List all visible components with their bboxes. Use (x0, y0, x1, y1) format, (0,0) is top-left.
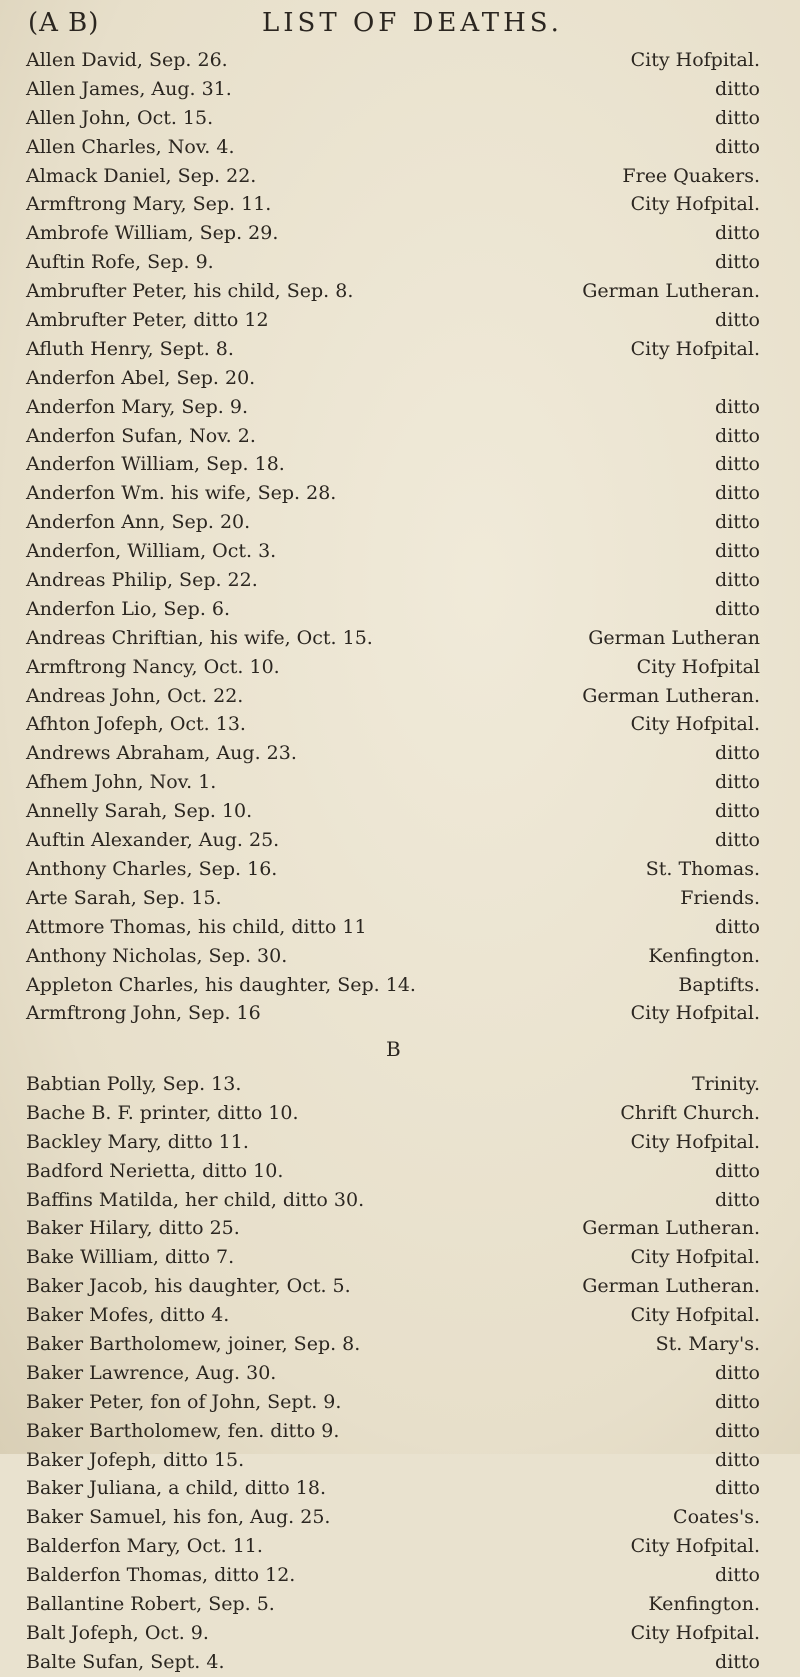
entry-name: Armftrong Mary, Sep. 11. (26, 193, 272, 216)
entry-name: Afluth Henry, Sept. 8. (26, 337, 234, 360)
entry-row (0, 595, 800, 624)
entry-burial-place: City Hofpital. (630, 1130, 760, 1153)
entry-burial-place: German Lutheran. (582, 1217, 760, 1240)
entry-name: Balderfon Mary, Oct. 11. (26, 1535, 263, 1558)
entry-name: Andreas John, Oct. 22. (26, 684, 244, 707)
entry-row (0, 913, 800, 942)
entry-burial-place: ditto (715, 1361, 760, 1384)
entry-name: Baker Jofeph, ditto 15. (26, 1448, 245, 1471)
entry-row (0, 104, 800, 133)
entry-burial-place: City Hofpital. (630, 713, 760, 736)
entry-burial-place: ditto (715, 511, 760, 534)
entry-row (0, 248, 800, 277)
page-header (0, 4, 800, 48)
entry-name: Auftin Alexander, Aug. 25. (26, 829, 280, 852)
entry-name: Baker Juliana, a child, ditto 18. (26, 1477, 326, 1500)
entry-burial-place: ditto (715, 251, 760, 274)
entry-row (0, 682, 800, 711)
entry-row (0, 768, 800, 797)
entry-row (0, 1099, 800, 1128)
entry-row (0, 739, 800, 768)
entry-name: Arte Sarah, Sep. 15. (26, 886, 222, 909)
entry-burial-place: ditto (715, 800, 760, 823)
entry-row (0, 162, 800, 191)
entry-row (0, 393, 800, 422)
entry-name: Baker Bartholomew, joiner, Sep. 8. (26, 1333, 361, 1356)
entry-row (0, 335, 800, 364)
entry-row (0, 1590, 800, 1619)
entry-name: Baker Bartholomew, fen. ditto 9. (26, 1419, 340, 1442)
entry-burial-place: ditto (715, 1477, 760, 1500)
entry-row (0, 46, 800, 75)
entry-burial-place: ditto (715, 1448, 760, 1471)
entry-name: Baker Samuel, his fon, Aug. 25. (26, 1506, 331, 1529)
entry-name: Baker Lawrence, Aug. 30. (26, 1361, 277, 1384)
entry-name: Appleton Charles, his daughter, Sep. 14. (26, 973, 416, 996)
entry-burial-place: Friends. (680, 886, 760, 909)
entry-name: Afhton Jofeph, Oct. 13. (26, 713, 246, 736)
entry-burial-place: ditto (715, 106, 760, 129)
entry-name: Annelly Sarah, Sep. 10. (26, 800, 253, 823)
entry-burial-place: ditto (715, 135, 760, 158)
entry-row (0, 364, 800, 393)
entry-burial-place: Trinity. (691, 1073, 760, 1095)
entry-row (0, 1359, 800, 1388)
entry-burial-place: ditto (715, 742, 760, 765)
entry-burial-place: ditto (715, 597, 760, 620)
entry-burial-place: ditto (715, 77, 760, 100)
entry-row (0, 1157, 800, 1186)
entry-name: Anderfon William, Sep. 18. (26, 453, 285, 476)
entry-row (0, 1474, 800, 1503)
entry-row (0, 971, 800, 1000)
entry-row (0, 942, 800, 971)
entry-name: Balte Sufan, Sept. 4. (26, 1650, 225, 1673)
entry-name: Baker Jacob, his daughter, Oct. 5. (26, 1275, 351, 1298)
entry-name: Backley Mary, ditto 11. (26, 1130, 249, 1153)
entry-row (0, 1214, 800, 1243)
entry-burial-place: ditto (715, 1564, 760, 1587)
entry-row (0, 422, 800, 451)
entry-name: Armftrong John, Sep. 16 (26, 1002, 261, 1025)
entry-burial-place: ditto (715, 1419, 760, 1442)
entry-burial-place: St. Mary's. (655, 1333, 760, 1356)
entry-burial-place: ditto (715, 915, 760, 938)
signature-mark: (A B) (28, 8, 100, 38)
entry-name: Allen Charles, Nov. 4. (26, 135, 235, 158)
page-title: LIST OF DEATHS. (262, 8, 563, 38)
entry-name: Baker Peter, fon of John, Sept. 9. (26, 1390, 342, 1413)
entry-row (0, 537, 800, 566)
entry-burial-place: ditto (715, 424, 760, 447)
entry-row (0, 479, 800, 508)
entry-burial-place: City Hofpital. (630, 1002, 760, 1025)
entry-row (0, 566, 800, 595)
entry-name: Babtian Polly, Sep. 13. (26, 1073, 242, 1095)
entry-burial-place: ditto (715, 569, 760, 592)
entry-row (0, 1128, 800, 1157)
entry-row (0, 306, 800, 335)
entry-name: Armftrong Nancy, Oct. 10. (26, 655, 280, 678)
entry-row (0, 219, 800, 248)
entry-burial-place: ditto (715, 482, 760, 505)
entry-name: Anderfon, William, Oct. 3. (26, 540, 277, 563)
entry-row (0, 1272, 800, 1301)
entry-name: Balt Jofeph, Oct. 9. (26, 1621, 209, 1644)
entry-row (0, 1243, 800, 1272)
entry-row (0, 1619, 800, 1648)
entry-burial-place: ditto (715, 1390, 760, 1413)
entry-name: Allen James, Aug. 31. (26, 77, 232, 100)
entry-name: Andreas Philip, Sep. 22. (26, 569, 258, 592)
entry-row (0, 710, 800, 739)
entry-row (0, 1417, 800, 1446)
entry-name: Baffins Matilda, her child, ditto 30. (26, 1188, 365, 1211)
entry-row (0, 1648, 800, 1677)
entry-row (0, 508, 800, 537)
entry-name: Ambrofe William, Sep. 29. (26, 222, 279, 245)
entry-row (0, 1388, 800, 1417)
entry-name: Allen John, Oct. 15. (26, 106, 214, 129)
entry-name: Ambrufter Peter, his child, Sep. 8. (26, 280, 354, 303)
entry-burial-place: Kenfington. (648, 944, 760, 967)
entry-burial-place: Baptifts. (678, 973, 760, 996)
entry-name: Badford Nerietta, ditto 10. (26, 1159, 284, 1182)
entry-name: Auftin Rofe, Sep. 9. (26, 251, 214, 274)
entry-name: Andreas Chriftian, his wife, Oct. 15. (26, 626, 373, 649)
entries-section-a (0, 46, 800, 1028)
entry-burial-place: Free Quakers. (622, 164, 760, 187)
entry-burial-place: ditto (715, 1159, 760, 1182)
entry-row (0, 653, 800, 682)
entry-name: Anderfon Sufan, Nov. 2. (26, 424, 256, 447)
entry-row (0, 1070, 800, 1099)
entry-name: Bake William, ditto 7. (26, 1246, 235, 1269)
entry-burial-place: City Hofpital. (630, 1246, 760, 1269)
entry-row (0, 277, 800, 306)
entry-name: Ballantine Robert, Sep. 5. (26, 1593, 275, 1616)
entry-name: Anderfon Lio, Sep. 6. (26, 597, 231, 620)
entry-row (0, 1186, 800, 1215)
entry-burial-place: City Hofpital. (630, 337, 760, 360)
entry-burial-place: ditto (715, 1650, 760, 1673)
section-letter: B (386, 1037, 401, 1061)
entry-row (0, 1330, 800, 1359)
entry-row (0, 826, 800, 855)
entry-row (0, 450, 800, 479)
entry-burial-place: German Lutheran. (582, 684, 760, 707)
entry-burial-place: German Lutheran. (582, 1275, 760, 1298)
entry-burial-place: City Hofpital. (630, 1621, 760, 1644)
entry-name: Bache B. F. printer, ditto 10. (26, 1101, 299, 1124)
entry-burial-place: City Hofpital. (630, 1535, 760, 1558)
entry-burial-place: ditto (715, 395, 760, 418)
entry-name: Afhem John, Nov. 1. (26, 771, 217, 794)
entry-burial-place: ditto (715, 1188, 760, 1211)
entry-burial-place: ditto (715, 540, 760, 563)
entry-row (0, 75, 800, 104)
entry-burial-place: ditto (715, 309, 760, 332)
entry-row (0, 884, 800, 913)
entry-row (0, 797, 800, 826)
entry-name: Andrews Abraham, Aug. 23. (26, 742, 297, 765)
entry-burial-place: ditto (715, 829, 760, 852)
entry-burial-place: City Hofpital. (630, 1304, 760, 1327)
entry-name: Baker Hilary, ditto 25. (26, 1217, 240, 1240)
entry-row (0, 855, 800, 884)
entry-name: Anderfon Mary, Sep. 9. (26, 395, 248, 418)
entry-name: Almack Daniel, Sep. 22. (26, 164, 257, 187)
entry-name: Anthony Charles, Sep. 16. (26, 857, 278, 880)
entry-burial-place: ditto (715, 771, 760, 794)
entry-burial-place: ditto (715, 453, 760, 476)
entry-row (0, 1301, 800, 1330)
entry-name: Balderfon Thomas, ditto 12. (26, 1564, 296, 1587)
entry-name: Anderfon Wm. his wife, Sep. 28. (26, 482, 337, 505)
entry-row (0, 1561, 800, 1590)
entry-burial-place: City Hofpital. (630, 193, 760, 216)
entry-burial-place: City Hofpital. (630, 49, 760, 71)
entry-burial-place: German Lutheran. (582, 280, 760, 303)
entry-name: Anthony Nicholas, Sep. 30. (26, 944, 288, 967)
entry-row (0, 1503, 800, 1532)
entries-section-b (0, 1070, 800, 1677)
entry-row (0, 624, 800, 653)
entry-name: Ambrufter Peter, ditto 12 (26, 309, 269, 332)
entry-burial-place: Kenfington. (648, 1593, 760, 1616)
entry-burial-place: City Hofpital (636, 655, 760, 678)
entry-row (0, 1446, 800, 1475)
entry-row (0, 999, 800, 1028)
entry-row (0, 190, 800, 219)
entry-name: Anderfon Ann, Sep. 20. (26, 511, 251, 534)
entry-burial-place: Chrift Church. (620, 1101, 760, 1124)
entry-row (0, 133, 800, 162)
entry-burial-place: ditto (715, 222, 760, 245)
entry-row (0, 1532, 800, 1561)
entry-name: Anderfon Abel, Sep. 20. (26, 366, 256, 389)
entry-name: Allen David, Sep. 26. (26, 49, 228, 71)
entry-name: Attmore Thomas, his child, ditto 11 (26, 915, 367, 938)
entry-name: Baker Mofes, ditto 4. (26, 1304, 230, 1327)
entry-burial-place: Coates's. (673, 1506, 760, 1529)
entry-burial-place: German Lutheran (588, 626, 760, 649)
entry-burial-place: St. Thomas. (645, 857, 760, 880)
